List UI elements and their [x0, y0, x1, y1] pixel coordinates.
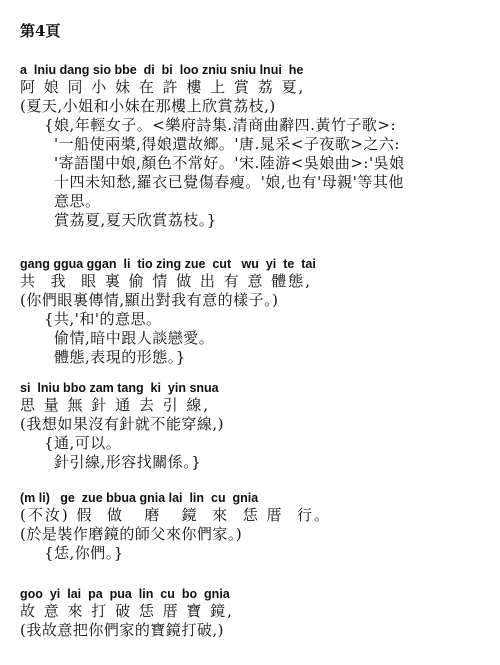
stanza-4 [20, 490, 490, 563]
characters-line: 故 意 來 打 破 恁 厝 寶 鏡, [20, 602, 234, 620]
characters-line: (不汝) 假 做 磨 鏡 來 恁 厝 行。 [20, 506, 331, 524]
page-number: 第4頁 [20, 22, 61, 40]
note-line: {娘,年輕女子。<樂府詩集.清商曲辭四.黃竹子歌>: [44, 116, 397, 134]
stanza-5 [20, 586, 490, 640]
romanization-line: (m li) ge zue bbua gnia lai lin cu gnia [20, 491, 259, 505]
note-line: {恁,你們。} [44, 544, 124, 562]
translation-line: (於是裝作磨鏡的師父來你們家。) [20, 525, 243, 543]
translation-line: (我故意把你們家的寶鏡打破,) [20, 621, 224, 639]
note-line: '寄語閨中娘,顏色不常好。'宋.陸游<吳娘曲>:'吳娘 [54, 154, 405, 172]
characters-line: 思 量 無 針 通 去 引 線, [20, 396, 211, 414]
stanza-1 [20, 62, 490, 230]
note-line: 十四未知愁,羅衣已覺傷春瘦。'娘,也有'母親'等其他 [54, 173, 404, 191]
note-line: 賞荔夏,夏天欣賞荔枝。} [54, 211, 217, 229]
translation-line: (我想如果沒有針就不能穿線,) [20, 415, 224, 433]
characters-line: 共 我 眼 裏 偷 情 做 出 有 意 體態, [20, 272, 312, 290]
romanization-line: si lniu bbo zam tang ki yin snua [20, 381, 219, 395]
note-line: 偷情,暗中跟人談戀愛。 [54, 329, 215, 347]
note-line: 意思。 [54, 192, 101, 210]
note-line: 體態,表現的形態。} [54, 348, 186, 366]
characters-line: 阿 娘 同 小 妹 在 許 樓 上 賞 荔 夏, [20, 78, 306, 96]
stanza-2 [20, 256, 490, 367]
note-line: {通,可以。 [44, 434, 122, 452]
translation-line: (夏天,小姐和小妹在那樓上欣賞荔枝,) [20, 97, 276, 115]
stanza-3 [20, 380, 490, 472]
romanization-line: a lniu dang sio bbe di bi loo zniu sniu lnui he [20, 63, 304, 77]
romanization-line: goo yi lai pa pua lin cu bo gnia [20, 587, 230, 601]
note-line: 針引線,形容找關係。} [54, 453, 202, 471]
note-line: '一船使兩槳,得娘還故鄉。'唐.晁采<子夜歌>之六: [54, 135, 400, 153]
note-line: {共,'和'的意思。 [44, 310, 162, 328]
translation-line: (你們眼裏傳情,顯出對我有意的樣子。) [20, 291, 279, 309]
romanization-line: gang ggua ggan li tio zing zue cut wu yi te tai [20, 257, 316, 271]
